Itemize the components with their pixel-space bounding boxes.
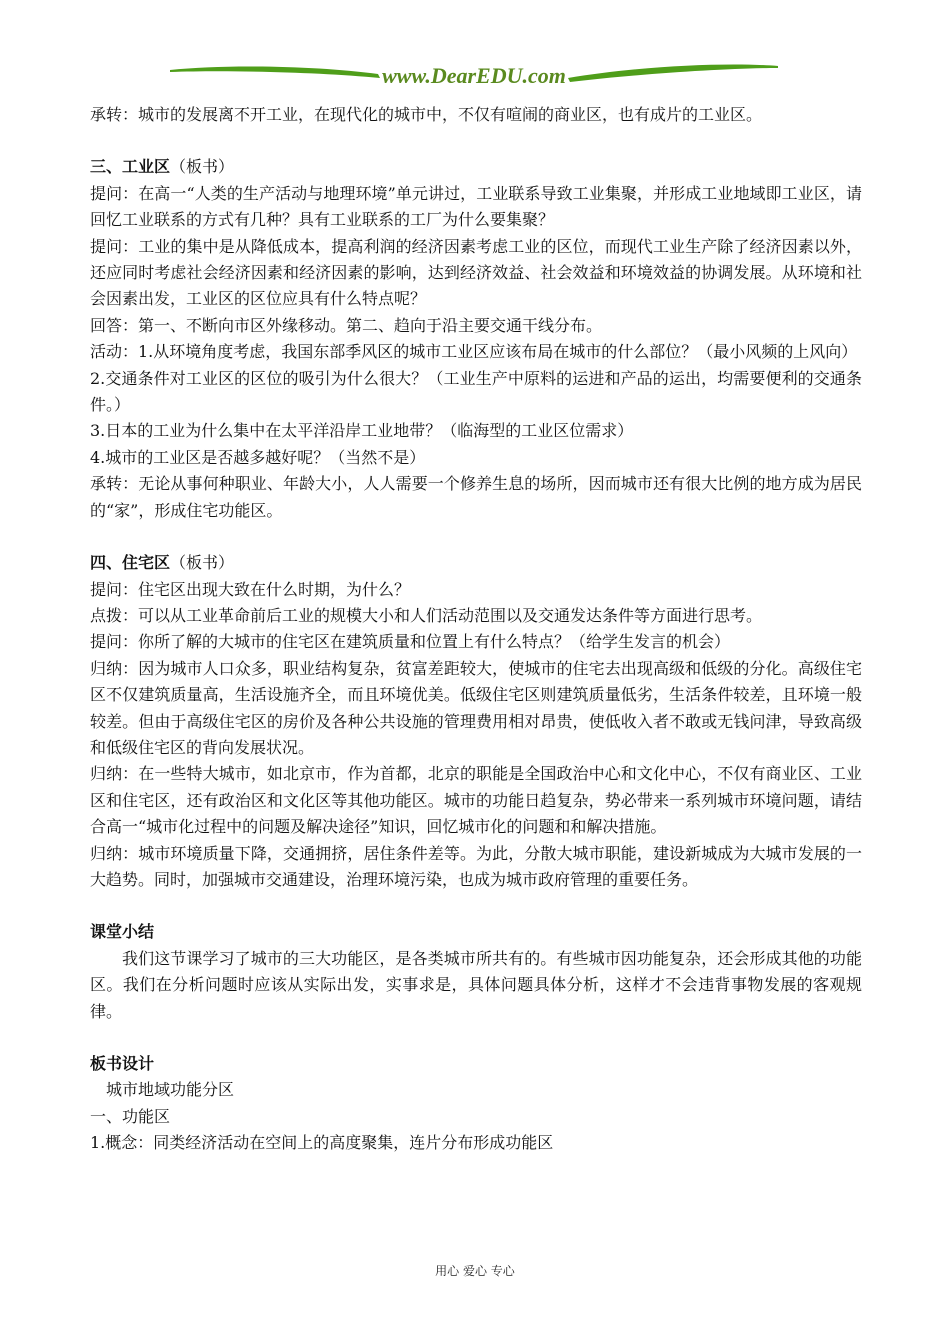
paragraph: 归纳：城市环境质量下降，交通拥挤，居住条件差等。为此，分散大城市职能，建设新城成为大城市发展的一大趋势。同时，加强城市交通建设，治理环境污染，也成为城市政府管理的重要任务。	[90, 843, 862, 889]
paragraph: 回答：第一、不断向市区外缘移动。第二、趋向于沿主要交通干线分布。	[90, 315, 603, 335]
right-swoosh	[568, 65, 778, 83]
green-swoosh-logo	[168, 56, 780, 96]
left-swoosh	[170, 67, 380, 78]
paragraph: 我们这节课学习了城市的三大功能区，是各类城市所共有的。有些城市因功能复杂，还会形成其他的功能区。我们在分析问题时应该从实际出发，实事求是，具体问题具体分析，这样才不会违背事物发展的客观规律。	[90, 948, 862, 1021]
paragraph: 归纳：在一些特大城市，如北京市，作为首都，北京的职能是全国政治中心和文化中心，不仅有商业区、工业区和住宅区，还有政治区和文化区等其他功能区。城市的功能日趋复杂，势必带来一系列城市环境问题，请结合高一“城市化过程中的问题及解决途径”知识，回忆城市化的问题和和解决措施。	[90, 764, 862, 837]
paragraph: 一、功能区	[90, 1106, 171, 1126]
paragraph: 承转：无论从事何种职业、年龄大小，人人需要一个修养生息的场所，因而城市还有很大比例的地方成为居民的“家”，形成住宅功能区。	[90, 474, 862, 520]
heading-text: 四、住宅区	[90, 553, 171, 573]
heading-note: （板书）	[170, 553, 235, 573]
paragraph: 1.概念：同类经济活动在空间上的高度聚集，连片分布形成功能区	[90, 1133, 554, 1153]
section-heading-industrial	[90, 154, 862, 180]
document-body	[90, 102, 862, 1157]
paragraph: 2.交通条件对工业区的区位的吸引为什么很大？（工业生产中原料的运进和产品的运出，均需要便利的交通条件。）	[90, 368, 862, 415]
page-footer: 用心 爱心 专心	[435, 1264, 515, 1278]
section-heading-board-design: 板书设计	[90, 1054, 155, 1073]
paragraph: 3.日本的工业为什么集中在太平洋沿岸工业地带？（临海型的工业区位需求）	[90, 421, 634, 441]
paragraph: 4.城市的工业区是否越多越好呢？（当然不是）	[90, 447, 426, 467]
heading-text: 三、工业区	[90, 157, 171, 177]
heading-note: （板书）	[170, 157, 235, 177]
paragraph: 点拨：可以从工业革命前后工业的规模大小和人们活动范围以及交通发达条件等方面进行思考。	[90, 605, 763, 625]
paragraph: 活动：1.从环境角度考虑，我国东部季风区的城市工业区应该布局在城市的什么部位？（最小风频的上风向）	[90, 342, 858, 362]
paragraph: 城市地域功能分区	[106, 1080, 235, 1100]
paragraph: 归纳：因为城市人口众多，职业结构复杂，贫富差距较大，使城市的住宅去出现高级和低级的分化。高级住宅区不仅建筑质量高，生活设施齐全，而且环境优美。低级住宅区则建筑质量低劣，生活条件较差，且环境一般较差。但由于高级住宅区的房价及各种公共设施的管理费用相对昂贵，使低收入者不敢或无钱问津，导致高级和低级住宅区的背向发展状况。	[90, 658, 862, 757]
paragraph: 提问：住宅区出现大致在什么时期，为什么？	[90, 579, 411, 599]
paragraph: 提问：在高一“人类的生产活动与地理环境”单元讲过，工业联系导致工业集聚，并形成工业地域即工业区，请回忆工业联系的方式有几种？具有工业联系的工厂为什么要集聚？	[90, 183, 862, 230]
paragraph: 承转：城市的发展离不开工业，在现代化的城市中，不仅有喧闹的商业区，也有成片的工业区。	[90, 105, 763, 124]
section-heading-residential	[90, 550, 862, 576]
paragraph: 提问：工业的集中是从降低成本，提高利润的经济因素考虑工业的区位，而现代工业生产除了经济因素以外，还应同时考虑社会经济因素和经济因素的影响，达到经济效益、社会效益和环境效益的协调发展。从环境和社会因素出发，工业区的区位应具有什么特点呢？	[90, 236, 862, 309]
section-heading-summary: 课堂小结	[90, 922, 155, 942]
paragraph: 提问：你所了解的大城市的住宅区在建筑质量和位置上有什么特点？（给学生发言的机会）	[90, 632, 731, 652]
logo-text: www.DearEDU.com	[382, 63, 566, 88]
site-header-logo	[168, 56, 780, 96]
